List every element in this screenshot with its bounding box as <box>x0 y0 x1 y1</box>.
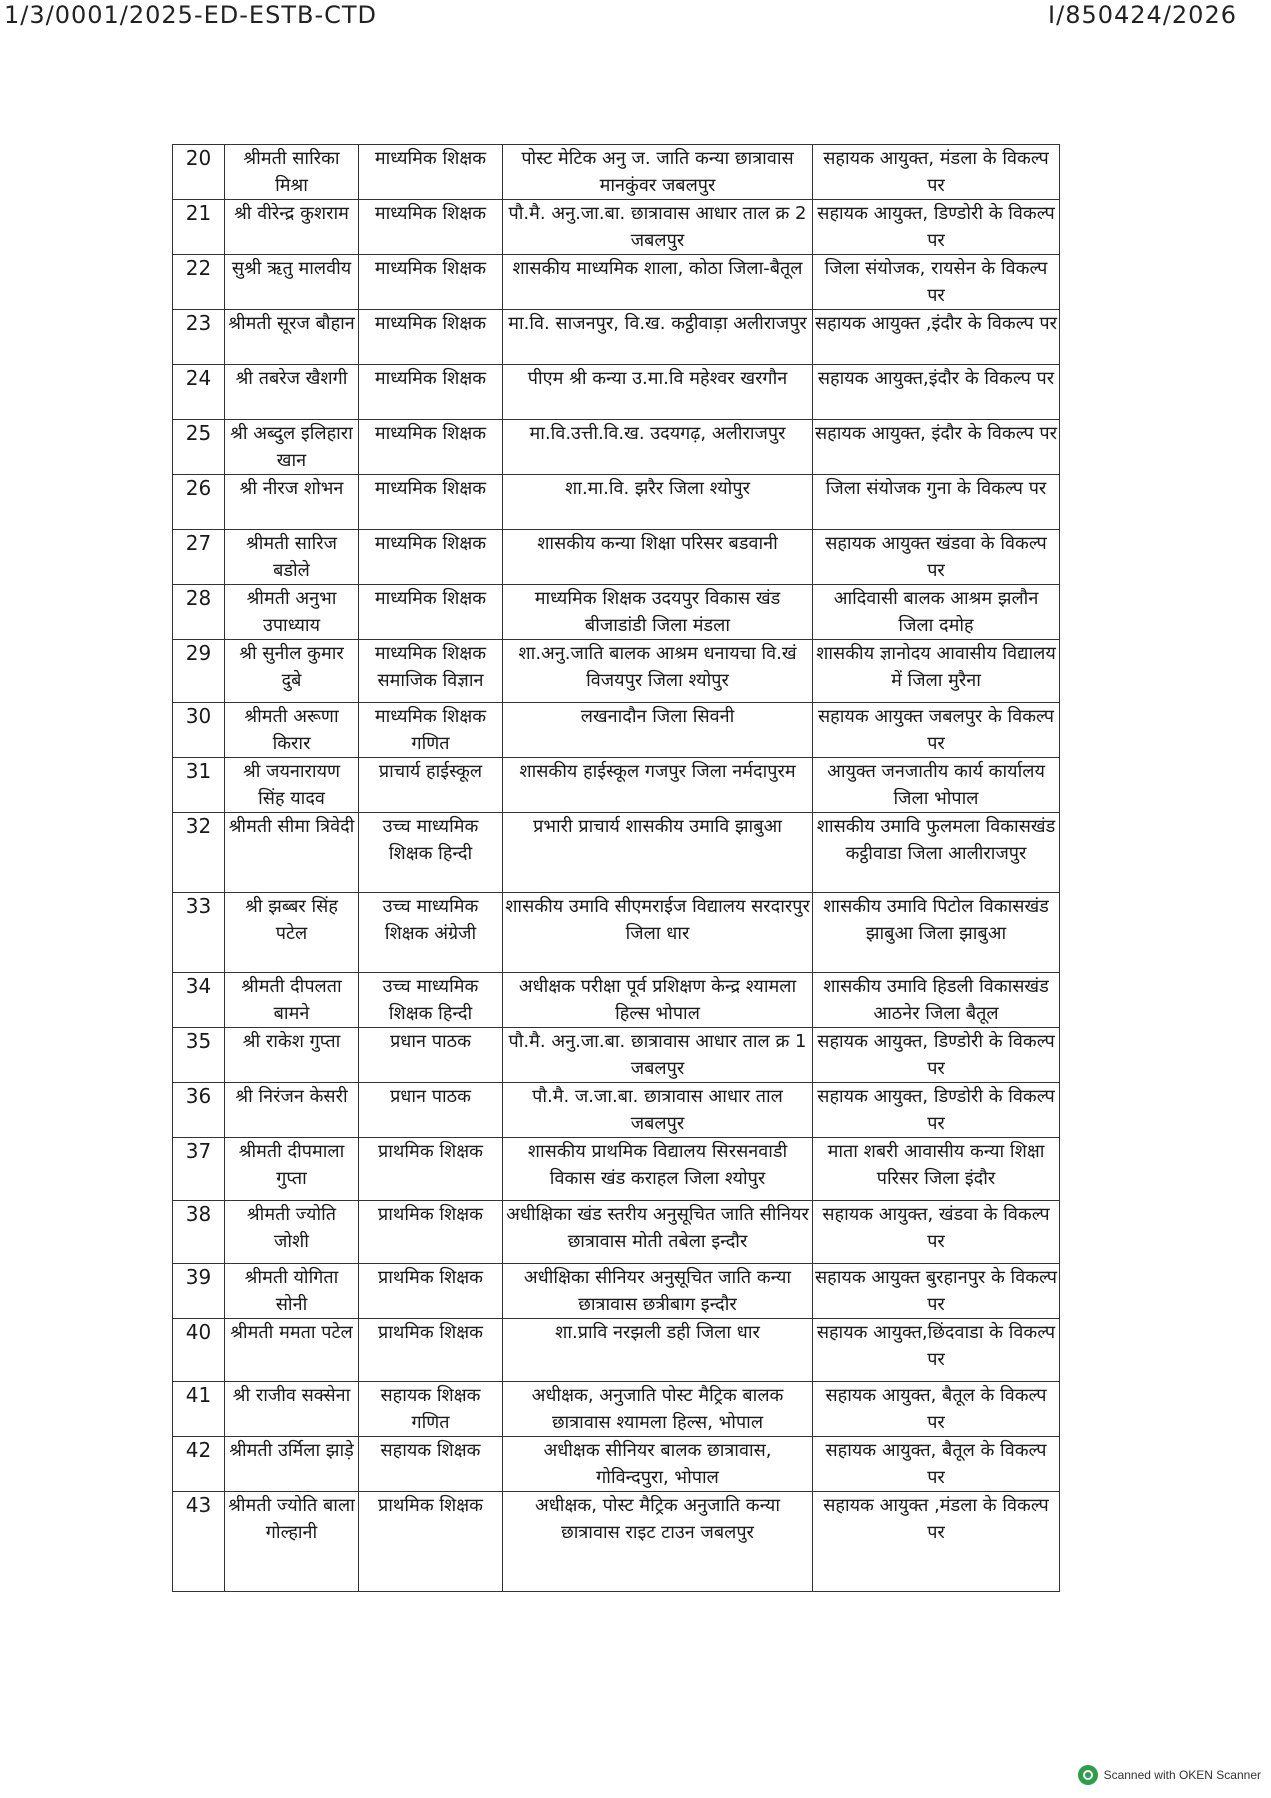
serial-number-cell: 33 <box>173 893 225 973</box>
employee-name-cell: श्री वीरेन्द्र कुशराम <box>225 200 359 255</box>
table-row <box>173 1319 1060 1382</box>
designation-cell: माध्यमिक शिक्षक <box>359 255 503 310</box>
new-posting-cell: सहायक आयुक्त,छिंदवाडा के विकल्प पर <box>813 1319 1060 1382</box>
new-posting-cell: सहायक आयुक्त, मंडला के विकल्प पर <box>813 145 1060 200</box>
employee-name-cell: श्री जयनारायण सिंह यादव <box>225 758 359 813</box>
table-row <box>173 640 1060 703</box>
serial-number-cell: 27 <box>173 530 225 585</box>
employee-name-cell: श्रीमती सारिज बडोले <box>225 530 359 585</box>
employee-name-cell: श्रीमती दीपमाला गुप्ता <box>225 1138 359 1201</box>
employee-name-cell: श्रीमती ज्योति जोशी <box>225 1201 359 1264</box>
new-posting-cell: सहायक आयुक्त ,इंदौर के विकल्प पर <box>813 310 1060 365</box>
current-posting-cell: शा.मा.वि. झरैर जिला श्योपुर <box>503 475 813 530</box>
designation-cell: माध्यमिक शिक्षक <box>359 585 503 640</box>
employee-name-cell: श्री सुनील कुमार दुबे <box>225 640 359 703</box>
current-posting-cell: शासकीय माध्यमिक शाला, कोठा जिला-बैतूल <box>503 255 813 310</box>
current-posting-cell: शा.प्रावि नरझली डही जिला धार <box>503 1319 813 1382</box>
current-posting-cell: पौ.मै. ज.जा.बा. छात्रावास आधार ताल जबलपुर <box>503 1083 813 1138</box>
current-posting-cell: शासकीय कन्या शिक्षा परिसर बडवानी <box>503 530 813 585</box>
employee-name-cell: श्रीमती ज्योति बाला गोल्हानी <box>225 1492 359 1592</box>
current-posting-cell: शासकीय प्राथमिक विद्यालय सिरसनवाडी विकास खंड कराहल जिला श्योपुर <box>503 1138 813 1201</box>
table-row <box>173 1083 1060 1138</box>
new-posting-cell: सहायक आयुक्त ,मंडला के विकल्प पर <box>813 1492 1060 1592</box>
oken-scanner-logo-icon <box>1078 1765 1098 1785</box>
current-posting-cell: अधीक्षक, अनुजाति पोस्ट मैट्रिक बालक छात्रावास श्यामला हिल्स, भोपाल <box>503 1382 813 1437</box>
table-row <box>173 310 1060 365</box>
employee-name-cell: श्रीमती सीमा त्रिवेदी <box>225 813 359 893</box>
serial-number-cell: 25 <box>173 420 225 475</box>
serial-number-cell: 21 <box>173 200 225 255</box>
designation-cell: सहायक शिक्षक <box>359 1437 503 1492</box>
serial-number-cell: 39 <box>173 1264 225 1319</box>
new-posting-cell: सहायक आयुक्त, डिण्डोरी के विकल्प पर <box>813 1028 1060 1083</box>
table-row <box>173 255 1060 310</box>
table-row <box>173 1201 1060 1264</box>
serial-number-cell: 32 <box>173 813 225 893</box>
designation-cell: माध्यमिक शिक्षक गणित <box>359 703 503 758</box>
serial-number-cell: 37 <box>173 1138 225 1201</box>
designation-cell: माध्यमिक शिक्षक <box>359 145 503 200</box>
new-posting-cell: सहायक आयुक्त, बैतूल के विकल्प पर <box>813 1382 1060 1437</box>
table-row <box>173 1492 1060 1592</box>
new-posting-cell: जिला संयोजक, रायसेन के विकल्प पर <box>813 255 1060 310</box>
designation-cell: माध्यमिक शिक्षक समाजिक विज्ञान <box>359 640 503 703</box>
table-row <box>173 365 1060 420</box>
current-posting-cell: पोस्ट मेटिक अनु ज. जाति कन्या छात्रावास मानकुंवर जबलपुर <box>503 145 813 200</box>
table-row <box>173 973 1060 1028</box>
designation-cell: माध्यमिक शिक्षक <box>359 310 503 365</box>
table-row <box>173 585 1060 640</box>
serial-number-cell: 38 <box>173 1201 225 1264</box>
new-posting-cell: सहायक आयुक्त, बैतूल के विकल्प पर <box>813 1437 1060 1492</box>
serial-number-cell: 35 <box>173 1028 225 1083</box>
employee-name-cell: श्री झब्बर सिंह पटेल <box>225 893 359 973</box>
scanner-watermark <box>1078 1765 1261 1785</box>
current-posting-cell: शा.अनु.जाति बालक आश्रम धनायचा वि.खं विजयपुर जिला श्योपुर <box>503 640 813 703</box>
designation-cell: प्राथमिक शिक्षक <box>359 1201 503 1264</box>
designation-cell: माध्यमिक शिक्षक <box>359 200 503 255</box>
current-posting-cell: लखनादौन जिला सिवनी <box>503 703 813 758</box>
serial-number-cell: 34 <box>173 973 225 1028</box>
new-posting-cell: सहायक आयुक्त, इंदौर के विकल्प पर <box>813 420 1060 475</box>
employee-name-cell: श्री निरंजन केसरी <box>225 1083 359 1138</box>
serial-number-cell: 30 <box>173 703 225 758</box>
new-posting-cell: शासकीय उमावि फुलमला विकासखंड कट्ठीवाडा जिला आलीराजपुर <box>813 813 1060 893</box>
designation-cell: उच्च माध्यमिक शिक्षक हिन्दी <box>359 813 503 893</box>
table-row <box>173 703 1060 758</box>
designation-cell: उच्च माध्यमिक शिक्षक हिन्दी <box>359 973 503 1028</box>
current-posting-cell: अधीक्षिका खंड स्तरीय अनुसूचित जाति सीनियर छात्रावास मोती तबेला इन्दौर <box>503 1201 813 1264</box>
current-posting-cell: अधीक्षक सीनियर बालक छात्रावास, गोविन्दपुरा, भोपाल <box>503 1437 813 1492</box>
employee-name-cell: श्रीमती सूरज बौहान <box>225 310 359 365</box>
table-row <box>173 420 1060 475</box>
transfer-list-body <box>173 145 1060 1592</box>
new-posting-cell: सहायक आयुक्त जबलपुर के विकल्प पर <box>813 703 1060 758</box>
current-posting-cell: अधीक्षक, पोस्ट मैट्रिक अनुजाति कन्या छात्रावास राइट टाउन जबलपुर <box>503 1492 813 1592</box>
new-posting-cell: सहायक आयुक्त, खंडवा के विकल्प पर <box>813 1201 1060 1264</box>
current-posting-cell: माध्यमिक शिक्षक उदयपुर विकास खंड बीजाडांडी जिला मंडला <box>503 585 813 640</box>
current-posting-cell: शासकीय उमावि सीएमराईज विद्यालय सरदारपुर जिला धार <box>503 893 813 973</box>
current-posting-cell: अधीक्षक परीक्षा पूर्व प्रशिक्षण केन्द्र श्यामला हिल्स भोपाल <box>503 973 813 1028</box>
table-row <box>173 893 1060 973</box>
table-row <box>173 813 1060 893</box>
new-posting-cell: सहायक आयुक्त,इंदौर के विकल्प पर <box>813 365 1060 420</box>
serial-number-cell: 36 <box>173 1083 225 1138</box>
employee-name-cell: श्री नीरज शोभन <box>225 475 359 530</box>
designation-cell: प्रधान पाठक <box>359 1083 503 1138</box>
table-row <box>173 530 1060 585</box>
table-row <box>173 200 1060 255</box>
current-posting-cell: पौ.मै. अनु.जा.बा. छात्रावास आधार ताल क्र 1 जबलपुर <box>503 1028 813 1083</box>
new-posting-cell: माता शबरी आवासीय कन्या शिक्षा परिसर जिला इंदौर <box>813 1138 1060 1201</box>
new-posting-cell: सहायक आयुक्त बुरहानपुर के विकल्प पर <box>813 1264 1060 1319</box>
serial-number-cell: 24 <box>173 365 225 420</box>
employee-name-cell: श्रीमती सारिका मिश्रा <box>225 145 359 200</box>
designation-cell: प्रधान पाठक <box>359 1028 503 1083</box>
designation-cell: माध्यमिक शिक्षक <box>359 420 503 475</box>
new-posting-cell: सहायक आयुक्त, डिण्डोरी के विकल्प पर <box>813 200 1060 255</box>
designation-cell: माध्यमिक शिक्षक <box>359 475 503 530</box>
designation-cell: उच्च माध्यमिक शिक्षक अंग्रेजी <box>359 893 503 973</box>
new-posting-cell: जिला संयोजक गुना के विकल्प पर <box>813 475 1060 530</box>
employee-name-cell: सुश्री ऋतु मालवीय <box>225 255 359 310</box>
designation-cell: प्राथमिक शिक्षक <box>359 1492 503 1592</box>
designation-cell: प्राथमिक शिक्षक <box>359 1319 503 1382</box>
designation-cell: प्राचार्य हाईस्कूल <box>359 758 503 813</box>
current-posting-cell: पौ.मै. अनु.जा.बा. छात्रावास आधार ताल क्र 2 जबलपुर <box>503 200 813 255</box>
table-row <box>173 145 1060 200</box>
document-reference-right: I/850424/2026 <box>1048 1 1237 29</box>
scanner-text: Scanned with OKEN Scanner <box>1103 1768 1261 1782</box>
serial-number-cell: 43 <box>173 1492 225 1592</box>
employee-name-cell: श्रीमती अरूणा किरार <box>225 703 359 758</box>
document-reference-left: 1/3/0001/2025-ED-ESTB-CTD <box>4 1 377 29</box>
table-row <box>173 475 1060 530</box>
employee-name-cell: श्री राकेश गुप्ता <box>225 1028 359 1083</box>
serial-number-cell: 31 <box>173 758 225 813</box>
serial-number-cell: 29 <box>173 640 225 703</box>
designation-cell: माध्यमिक शिक्षक <box>359 530 503 585</box>
new-posting-cell: आयुक्त जनजातीय कार्य कार्यालय जिला भोपाल <box>813 758 1060 813</box>
new-posting-cell: शासकीय उमावि पिटोल विकासखंड झाबुआ जिला झाबुआ <box>813 893 1060 973</box>
serial-number-cell: 26 <box>173 475 225 530</box>
current-posting-cell: पीएम श्री कन्या उ.मा.वि महेश्वर खरगौन <box>503 365 813 420</box>
employee-name-cell: श्रीमती दीपलता बामने <box>225 973 359 1028</box>
table-row <box>173 1382 1060 1437</box>
employee-name-cell: श्रीमती अनुभा उपाध्याय <box>225 585 359 640</box>
new-posting-cell: शासकीय उमावि हिडली विकासखंड आठनेर जिला बैतूल <box>813 973 1060 1028</box>
new-posting-cell: सहायक आयुक्त खंडवा के विकल्प पर <box>813 530 1060 585</box>
transfer-list-table <box>172 144 1060 1592</box>
new-posting-cell: आदिवासी बालक आश्रम झलौन जिला दमोह <box>813 585 1060 640</box>
serial-number-cell: 20 <box>173 145 225 200</box>
table-row <box>173 1138 1060 1201</box>
serial-number-cell: 28 <box>173 585 225 640</box>
serial-number-cell: 40 <box>173 1319 225 1382</box>
current-posting-cell: प्रभारी प्राचार्य शासकीय उमावि झाबुआ <box>503 813 813 893</box>
new-posting-cell: शासकीय ज्ञानोदय आवासीय विद्यालय में जिला मुरैना <box>813 640 1060 703</box>
designation-cell: प्राथमिक शिक्षक <box>359 1264 503 1319</box>
employee-name-cell: श्रीमती उर्मिला झाड़े <box>225 1437 359 1492</box>
serial-number-cell: 23 <box>173 310 225 365</box>
designation-cell: माध्यमिक शिक्षक <box>359 365 503 420</box>
current-posting-cell: शासकीय हाईस्कूल गजपुर जिला नर्मदापुरम <box>503 758 813 813</box>
serial-number-cell: 22 <box>173 255 225 310</box>
designation-cell: सहायक शिक्षक गणित <box>359 1382 503 1437</box>
employee-name-cell: श्री राजीव सक्सेना <box>225 1382 359 1437</box>
table-row <box>173 1028 1060 1083</box>
employee-name-cell: श्रीमती योगिता सोनी <box>225 1264 359 1319</box>
table-row <box>173 1437 1060 1492</box>
table-row <box>173 758 1060 813</box>
serial-number-cell: 41 <box>173 1382 225 1437</box>
new-posting-cell: सहायक आयुक्त, डिण्डोरी के विकल्प पर <box>813 1083 1060 1138</box>
designation-cell: प्राथमिक शिक्षक <box>359 1138 503 1201</box>
table-row <box>173 1264 1060 1319</box>
employee-name-cell: श्री अब्दुल इलिहारा खान <box>225 420 359 475</box>
employee-name-cell: श्रीमती ममता पटेल <box>225 1319 359 1382</box>
current-posting-cell: मा.वि.उत्ती.वि.ख. उदयगढ़, अलीराजपुर <box>503 420 813 475</box>
employee-name-cell: श्री तबरेज खैशगी <box>225 365 359 420</box>
current-posting-cell: मा.वि. साजनपुर, वि.ख. कट्ठीवाड़ा अलीराजपुर <box>503 310 813 365</box>
current-posting-cell: अधीक्षिका सीनियर अनुसूचित जाति कन्या छात्रावास छत्रीबाग इन्दौर <box>503 1264 813 1319</box>
serial-number-cell: 42 <box>173 1437 225 1492</box>
